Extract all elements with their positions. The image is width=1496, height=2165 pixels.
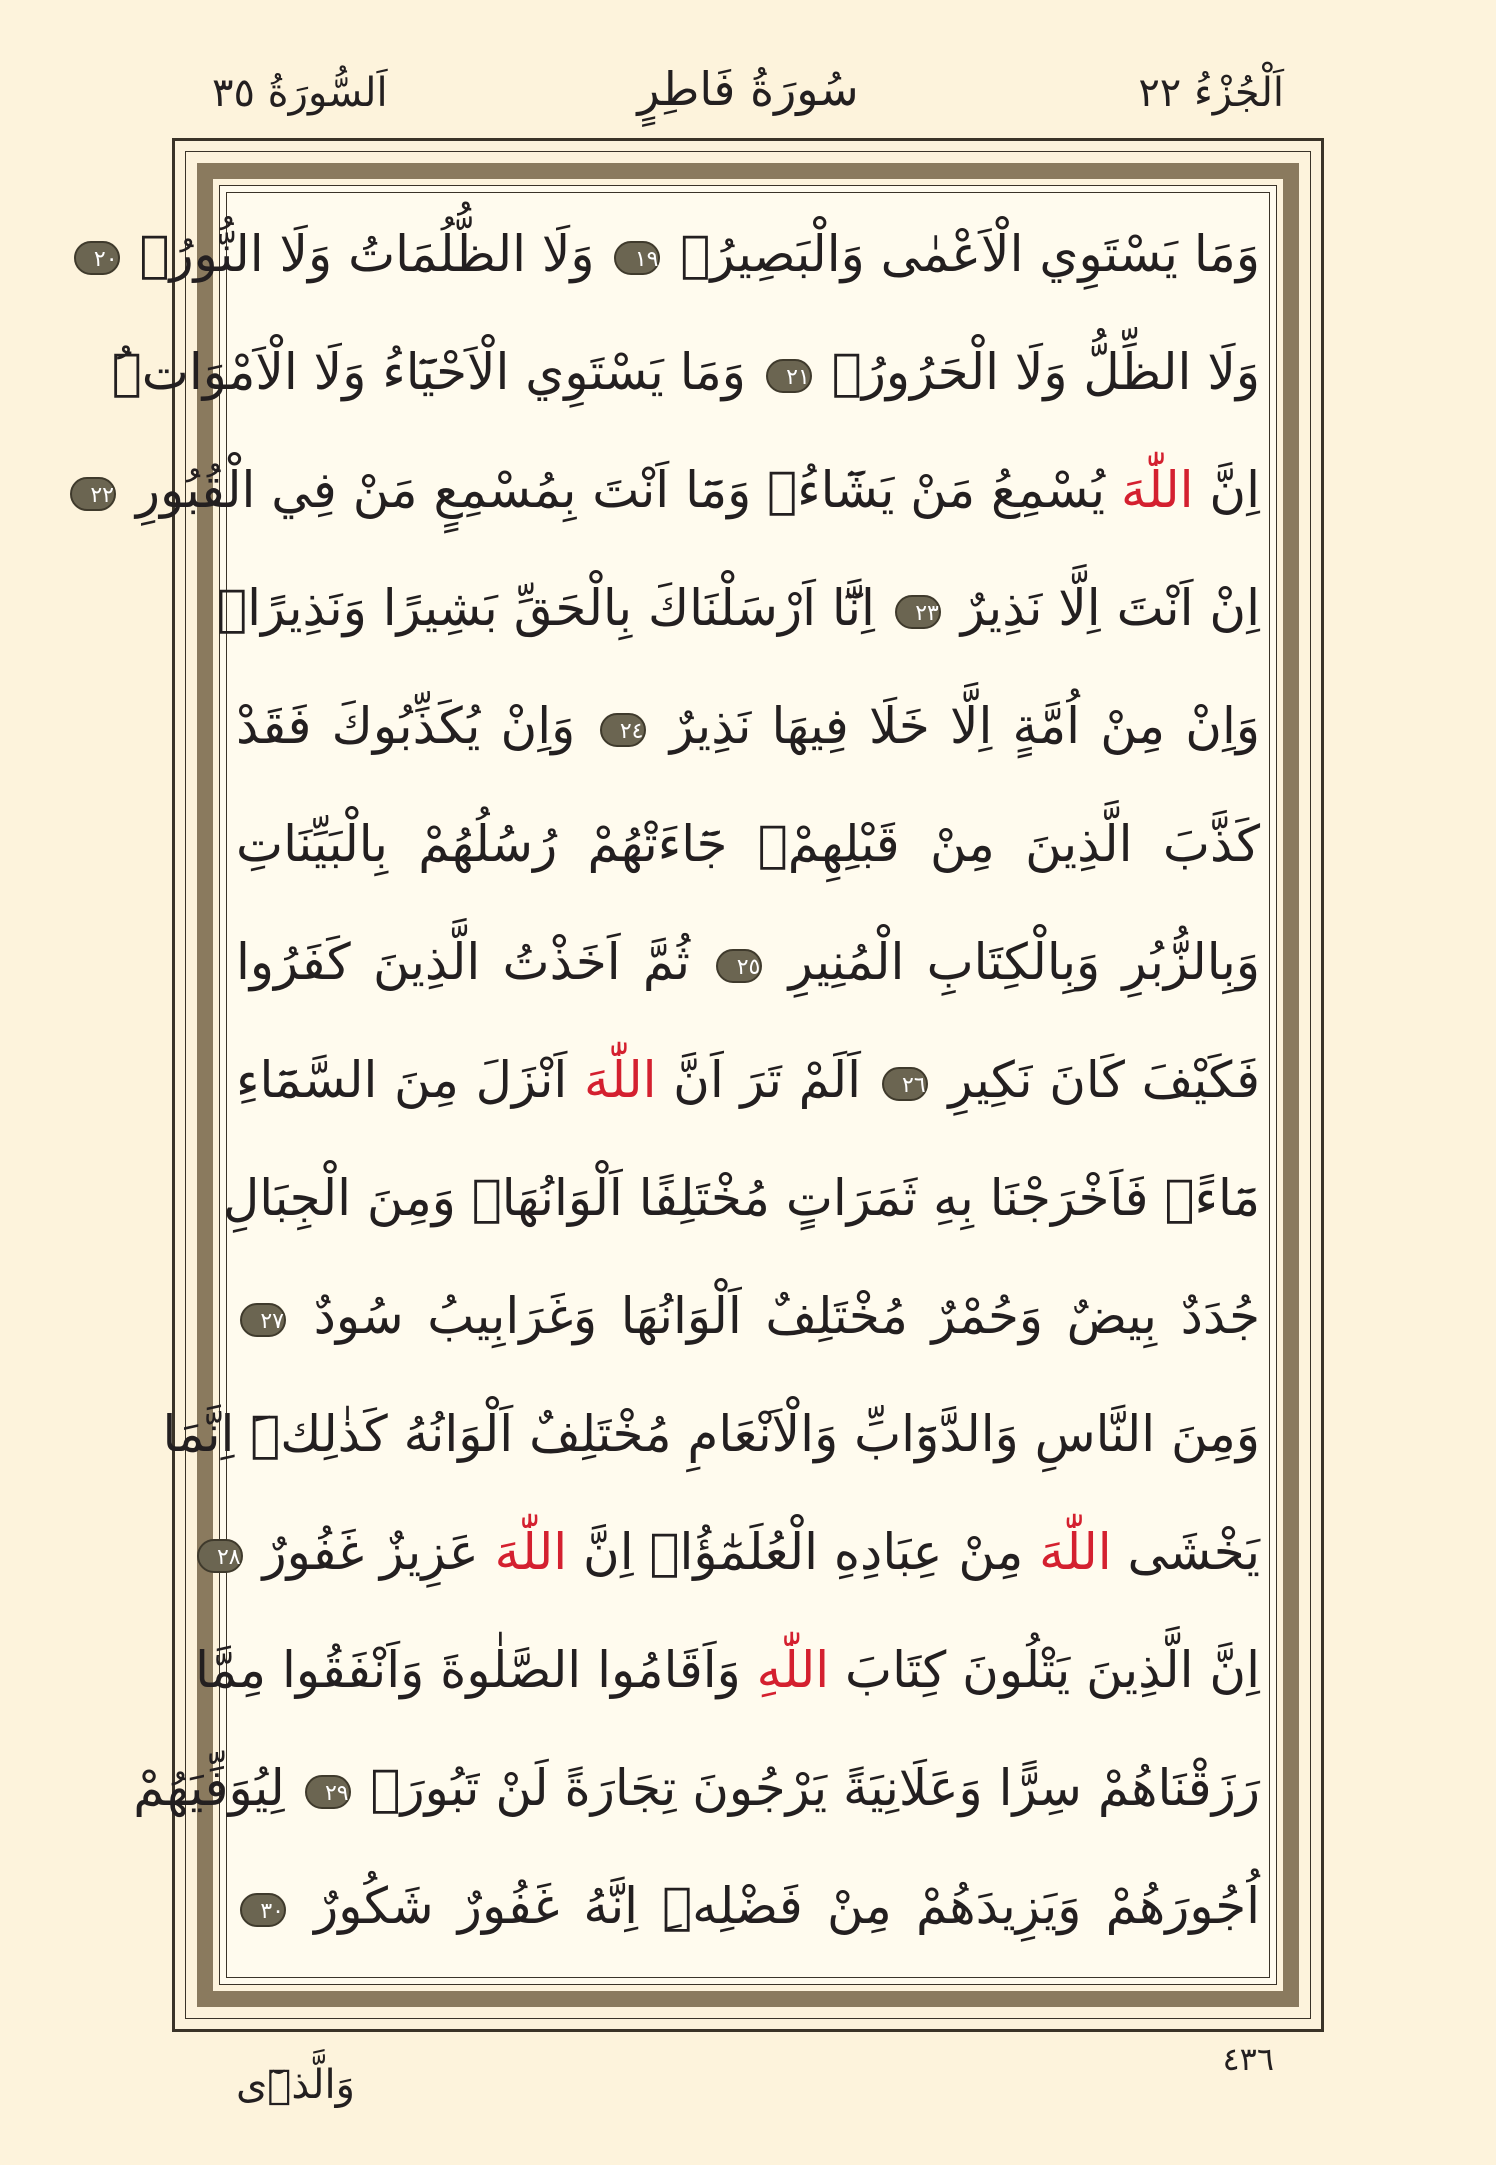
- verse-text: رَزَقْنَاهُمْ سِرًّا وَعَلَانِيَةً يَرْجُونَ تِجَارَةً لَنْ تَبُورَۙ: [354, 1759, 1260, 1817]
- divine-name: اللّٰهَ: [494, 1523, 568, 1581]
- text-line: [236, 667, 1260, 785]
- ayah-number-marker: ٢٣: [895, 595, 941, 629]
- juz-label: اَلْجُزْءُ ٢٢: [1138, 70, 1284, 116]
- verse-text: اِنَّٓا اَرْسَلْنَاكَ بِالْحَقِّ بَشِيرًا وَنَذِيرًاۜ: [217, 579, 891, 637]
- verse-text: اِنَّ: [1193, 461, 1260, 519]
- verse-text: وَاَقَامُوا الصَّلٰوةَ وَاَنْفَقُوا مِمَّا: [195, 1641, 757, 1699]
- text-line: [222, 1139, 1260, 1257]
- verse-text: كَذَّبَ الَّذِينَ مِنْ قَبْلِهِمْۚ جَٓاءَتْهُمْ رُسُلُهُمْ بِالْبَيِّنَاتِ: [236, 815, 1260, 873]
- verse-text: وَمِنَ النَّاسِ وَالدَّوَٓابِّ وَالْاَنْعَامِ مُخْتَلِفٌ اَلْوَانُهُ كَذٰلِكَۜ اِنَّمَا: [162, 1405, 1260, 1463]
- verse-text: فَكَيْفَ كَانَ نَكِيرِ: [931, 1051, 1260, 1109]
- verse-text: اَنْزَلَ مِنَ السَّمَٓاءِ: [236, 1051, 584, 1109]
- ayah-number-marker: ١٩: [614, 241, 660, 275]
- verse-text: وَمَا يَسْتَوِي الْاَعْمٰى وَالْبَصِيرُۙ: [664, 225, 1260, 283]
- text-line: [90, 431, 1260, 549]
- verse-text: اُجُورَهُمْ وَيَزِيدَهُمْ مِنْ فَضْلِهِۜ اِنَّهُ غَفُورٌ شَكُورٌ: [290, 1877, 1260, 1935]
- verse-text: وَلَا الظِّلُّ وَلَا الْحَرُورُۚ: [815, 343, 1260, 401]
- ayah-number-marker: ٢٤: [600, 713, 646, 747]
- ayah-number-marker: ٢٢: [70, 477, 116, 511]
- surah-number-label: اَلسُّورَةُ ٣٥: [212, 70, 388, 116]
- quran-text-block: [90, 195, 1260, 1965]
- verse-text: ثُمَّ اَخَذْتُ الَّذِينَ كَفَرُوا: [236, 933, 713, 991]
- verse-text: يَخْشَى: [1111, 1523, 1260, 1581]
- ayah-number-marker: ٢٦: [882, 1067, 928, 1101]
- ayah-number-marker: ٢٨: [197, 1539, 243, 1573]
- verse-text: اَلَمْ تَرَ اَنَّ: [656, 1051, 878, 1109]
- ayah-number-marker: ٣٠: [240, 1893, 286, 1927]
- text-line: [236, 1847, 1260, 1965]
- ayah-number-marker: ٢٩: [305, 1775, 351, 1809]
- divine-name: اللّٰهَ: [1039, 1523, 1112, 1581]
- verse-text: اِنْ اَنْتَ اِلَّا نَذِيرٌ: [944, 579, 1260, 637]
- text-line: [217, 549, 1260, 667]
- verse-text: وَاِنْ مِنْ اُمَّةٍ اِلَّا خَلَا فِيهَا نَذِيرٌ: [649, 697, 1260, 755]
- ayah-number-marker: ٢٥: [716, 949, 762, 983]
- text-line: [111, 313, 1260, 431]
- verse-text: وَبِالزُّبُرِ وَبِالْكِتَابِ الْمُنِيرِ: [766, 933, 1260, 991]
- text-line: [162, 1375, 1260, 1493]
- surah-title: سُورَةُ فَاطِرٍ: [637, 62, 859, 116]
- divine-name: اللّٰهَ: [583, 1051, 657, 1109]
- verse-text: اِنَّ الَّذِينَ يَتْلُونَ كِتَابَ: [829, 1641, 1260, 1699]
- verse-text: وَاِنْ يُكَذِّبُوكَ فَقَدْ: [236, 697, 596, 755]
- divine-name: اللّٰهِ: [756, 1641, 830, 1699]
- verse-text: عَزِيزٌ غَفُورٌ: [246, 1523, 495, 1581]
- verse-text: وَمَا يَسْتَوِي الْاَحْيَٓاءُ وَلَا الْاَمْوَاتُۜ: [111, 343, 762, 401]
- verse-text: مِنْ عِبَادِهِ الْعُلَمٰٓؤُاۜ اِنَّ: [567, 1523, 1040, 1581]
- ayah-number-marker: ٢٧: [240, 1303, 286, 1337]
- text-line: [195, 1611, 1260, 1729]
- text-line: [236, 1021, 1260, 1139]
- text-line: [133, 1729, 1260, 1847]
- verse-text: يُسْمِعُ مَنْ يَشَٓاءُۚ وَمَٓا اَنْتَ بِمُسْمِعٍ مَنْ فِي الْقُبُورِ: [119, 461, 1121, 519]
- text-line: [93, 195, 1260, 313]
- text-line: [236, 1257, 1260, 1375]
- verse-text: جُدَدٌ بِيضٌ وَحُمْرٌ مُخْتَلِفٌ اَلْوَانُهَا وَغَرَابِيبُ سُودٌ: [290, 1287, 1260, 1345]
- catchword: وَالَّذٖٓى: [236, 2062, 355, 2108]
- verse-text: مَٓاءًۚ فَاَخْرَجْنَا بِهِ ثَمَرَاتٍ مُخْتَلِفًا اَلْوَانُهَاۜ وَمِنَ الْجِبَالِ: [222, 1169, 1260, 1227]
- ayah-number-marker: ٢٠: [74, 241, 120, 275]
- page-number: ٤٣٦: [1222, 2040, 1274, 2078]
- ayah-number-marker: ٢١: [766, 359, 812, 393]
- divine-name: اللّٰهَ: [1120, 461, 1194, 519]
- verse-text: وَلَا الظُّلُمَاتُ وَلَا النُّورُۙ: [123, 225, 611, 283]
- verse-text: لِيُوَفِّيَهُمْ: [133, 1759, 301, 1817]
- text-line: [236, 903, 1260, 1021]
- text-line: [236, 785, 1260, 903]
- text-line: [216, 1493, 1260, 1611]
